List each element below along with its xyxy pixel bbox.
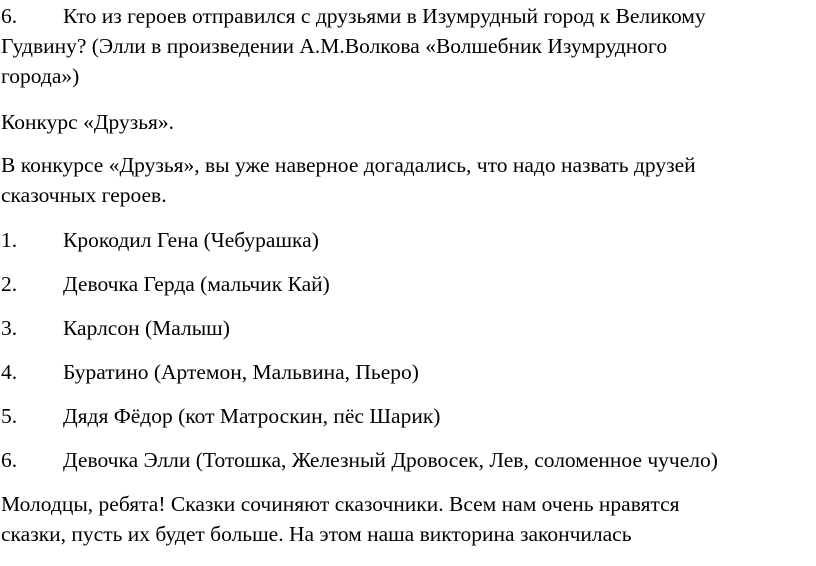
question-item-6 <box>1 1 813 91</box>
answer-text: Девочка Герда (мальчик Кай) <box>63 272 330 296</box>
answer-text: Крокодил Гена (Чебурашка) <box>63 228 319 252</box>
answer-text: Дядя Фёдор (кот Матроскин, пёс Шарик) <box>63 404 441 428</box>
intro-line-1: В конкурсе «Друзья», вы уже наверное догадались, что надо назвать друзей <box>1 153 696 177</box>
answer-item <box>1 225 813 255</box>
closing-paragraph <box>1 489 813 549</box>
contest-title: Конкурс «Друзья». <box>1 110 175 134</box>
answer-number: 4. <box>1 360 18 384</box>
question-text-line-2: Гудвину? (Элли в произведении А.М.Волкова «Волшебник Изумрудного <box>1 34 668 58</box>
answer-number: 3. <box>1 316 18 340</box>
answer-text: Буратино (Артемон, Мальвина, Пьеро) <box>63 360 419 384</box>
answer-number: 2. <box>1 272 18 296</box>
answer-item <box>1 269 813 299</box>
answer-text: Девочка Элли (Тотошка, Железный Дровосек, Лев, соломенное чучело) <box>63 448 718 472</box>
answer-number: 5. <box>1 404 18 428</box>
question-text-line-1: Кто из героев отправился с друзьями в Изумрудный город к Великому <box>63 4 706 28</box>
intro-paragraph <box>1 150 813 210</box>
intro-line-2: сказочных героев. <box>1 183 167 207</box>
answer-number: 6. <box>1 448 18 472</box>
answer-item <box>1 445 813 475</box>
closing-line-2: сказки, пусть их будет больше. На этом наша викторина закончилась <box>1 522 632 546</box>
answer-item <box>1 357 813 387</box>
answer-text: Карлсон (Малыш) <box>63 316 230 340</box>
question-text-line-3: города») <box>1 64 80 88</box>
question-number: 6. <box>1 4 18 28</box>
answer-item <box>1 401 813 431</box>
answer-number: 1. <box>1 228 18 252</box>
answer-item <box>1 313 813 343</box>
closing-line-1: Молодцы, ребята! Сказки сочиняют сказочники. Всем нам очень нравятся <box>1 492 680 516</box>
